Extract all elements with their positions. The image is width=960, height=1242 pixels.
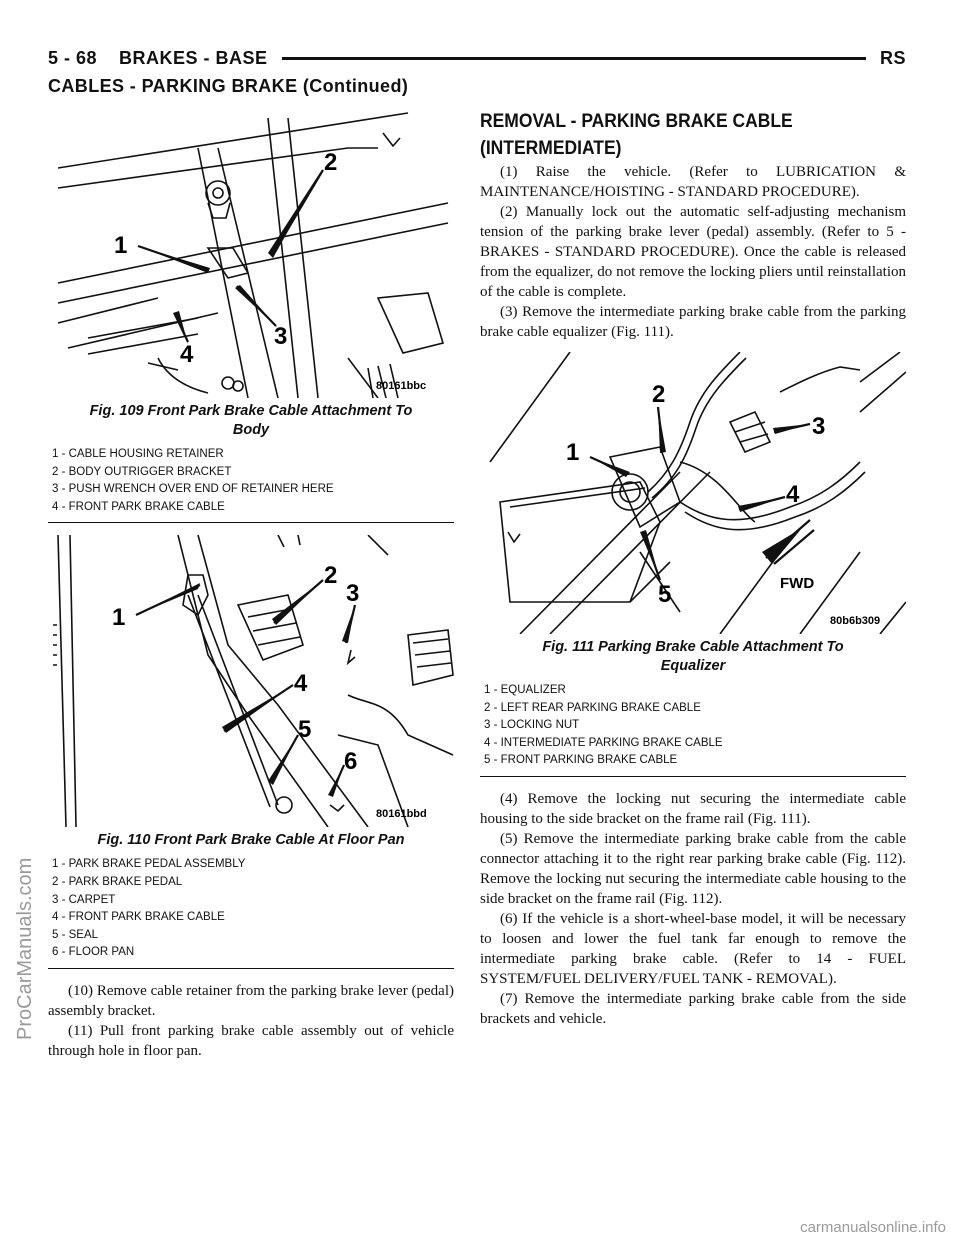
fig109-code: 80161bbc [376, 380, 427, 392]
step-6: (6) If the vehicle is a short-wheel-base model, it will be necessary to loosen and lower the fuel tank far enough to remove the intermediate parking brake cable. (Refer to 14 - FUEL SYSTEM/FUEL DELIVERY/FUEL TANK - REMOVAL). [480, 910, 906, 987]
fig111-legend [484, 682, 906, 770]
side-watermark: ProCarManuals.com [14, 857, 36, 1040]
page-number: 5 - 68 [48, 47, 98, 68]
legend-item: 6 - FLOOR PAN [52, 946, 135, 959]
legend-item: 5 - SEAL [52, 928, 99, 941]
fig110-callout-4: 4 [294, 670, 308, 698]
heading-line1: REMOVAL - PARKING BRAKE CABLE [480, 111, 793, 132]
fig111-callout-1: 1 [566, 439, 580, 466]
fig111-callout-3: 3 [812, 413, 826, 440]
right-column [480, 108, 906, 1029]
divider [48, 968, 454, 969]
header-rule [282, 57, 866, 60]
fig111-caption-line1: Fig. 111 Parking Brake Cable Attachment To [542, 639, 844, 655]
legend-item: 1 - EQUALIZER [484, 684, 566, 696]
step-4: (4) Remove the locking nut securing the intermediate cable housing to the side bracket on the frame rail (Fig. 111). [480, 790, 906, 827]
legend-item: 2 - LEFT REAR PARKING BRAKE CABLE [484, 701, 701, 714]
heading-line2: (INTERMEDIATE) [480, 138, 622, 159]
legend-item: 3 - CARPET [52, 893, 116, 906]
removal-steps-before [480, 162, 906, 342]
left-body-text [48, 981, 454, 1061]
legend-item: 4 - FRONT PARK BRAKE CABLE [52, 500, 225, 513]
section-name: BRAKES - BASE [119, 47, 268, 68]
step-7: (7) Remove the intermediate parking brake cable from the side brackets and vehicle. [480, 990, 906, 1027]
fig111-fwd-label: FWD [780, 575, 815, 592]
legend-item: 5 - FRONT PARKING BRAKE CABLE [484, 754, 678, 767]
fig109-callout-4: 4 [180, 341, 194, 368]
removal-steps-after [480, 789, 906, 1029]
legend-item: 4 - FRONT PARK BRAKE CABLE [52, 911, 225, 924]
figure-110 [48, 535, 454, 969]
figure-111-illustration [480, 352, 906, 634]
fig110-callout-6: 6 [344, 748, 358, 776]
fig110-caption-line1: Fig. 110 Front Park Brake Cable At Floor Pan [97, 832, 405, 849]
footer-watermark: carmanualsonline.info [800, 1219, 946, 1236]
divider [48, 522, 454, 523]
fig109-caption-line1: Fig. 109 Front Park Brake Cable Attachment To [89, 403, 413, 419]
fig109-legend [52, 446, 454, 516]
legend-item: 4 - INTERMEDIATE PARKING BRAKE CABLE [484, 736, 723, 749]
fig111-caption-line2: Equalizer [660, 658, 726, 674]
legend-item: 3 - PUSH WRENCH OVER END OF RETAINER HERE [52, 483, 334, 496]
figure-109 [48, 108, 454, 523]
step-10: (10) Remove cable retainer from the parking brake lever (pedal) assembly bracket. [48, 982, 454, 1019]
step-11: (11) Pull front parking brake cable assembly out of vehicle through hole in floor pan. [48, 1022, 454, 1059]
step-3: (3) Remove the intermediate parking brake cable from the parking brake cable equalizer (Fig. 111). [480, 304, 906, 340]
step-2: (2) Manually lock out the automatic self-adjusting mechanism tension of the parking brake lever (pedal) assembly. (Refer to 5 - BRAKES - STANDARD PROCEDURE). Once the cable is released from the equalizer, do not remove the locking pliers until reinstallation of the cable is complete. [480, 204, 906, 300]
fig109-callout-1: 1 [114, 232, 128, 259]
fig109-caption [48, 402, 454, 440]
fig110-caption [48, 831, 454, 850]
legend-item: 2 - PARK BRAKE PEDAL [52, 875, 183, 888]
fig111-code: 80b6b309 [830, 615, 881, 627]
fig111-caption [480, 638, 906, 676]
fig109-callout-3: 3 [274, 323, 288, 350]
fig110-callout-3: 3 [346, 580, 360, 608]
fig110-callout-5: 5 [298, 716, 312, 744]
legend-item: 1 - PARK BRAKE PEDAL ASSEMBLY [52, 858, 246, 871]
continued-title: CABLES - PARKING BRAKE (Continued) [48, 76, 409, 96]
page-header [48, 44, 906, 72]
figure-111 [480, 352, 906, 777]
fig110-code: 80161bbd [376, 808, 427, 821]
left-column [48, 108, 454, 1061]
step-5: (5) Remove the intermediate parking brake cable from the cable connector attaching it to the right rear parking brake cable (Fig. 112). Remove the locking nut securing the intermediate cable housing to the side bracket on the frame rail (Fig. 112). [480, 830, 906, 907]
legend-item: 3 - LOCKING NUT [484, 719, 580, 732]
fig109-caption-line2: Body [232, 422, 270, 438]
section-heading [480, 108, 872, 162]
fig110-callout-1: 1 [112, 604, 126, 632]
figure-109-illustration [48, 108, 454, 398]
step-1: (1) Raise the vehicle. (Refer to LUBRICATION & MAINTENANCE/HOISTING - STANDARD PROCEDURE). [480, 164, 906, 200]
legend-item: 2 - BODY OUTRIGGER BRACKET [52, 465, 232, 478]
fig110-legend [52, 856, 454, 962]
legend-item: 1 - CABLE HOUSING RETAINER [52, 448, 224, 460]
model-code: RS [879, 47, 906, 68]
figure-110-illustration [48, 535, 454, 827]
divider [480, 776, 906, 777]
fig111-callout-5: 5 [658, 581, 672, 608]
fig111-callout-4: 4 [786, 481, 800, 508]
fig109-callout-2: 2 [324, 149, 338, 176]
fig110-callout-2: 2 [324, 562, 338, 590]
fig111-callout-2: 2 [652, 381, 666, 408]
